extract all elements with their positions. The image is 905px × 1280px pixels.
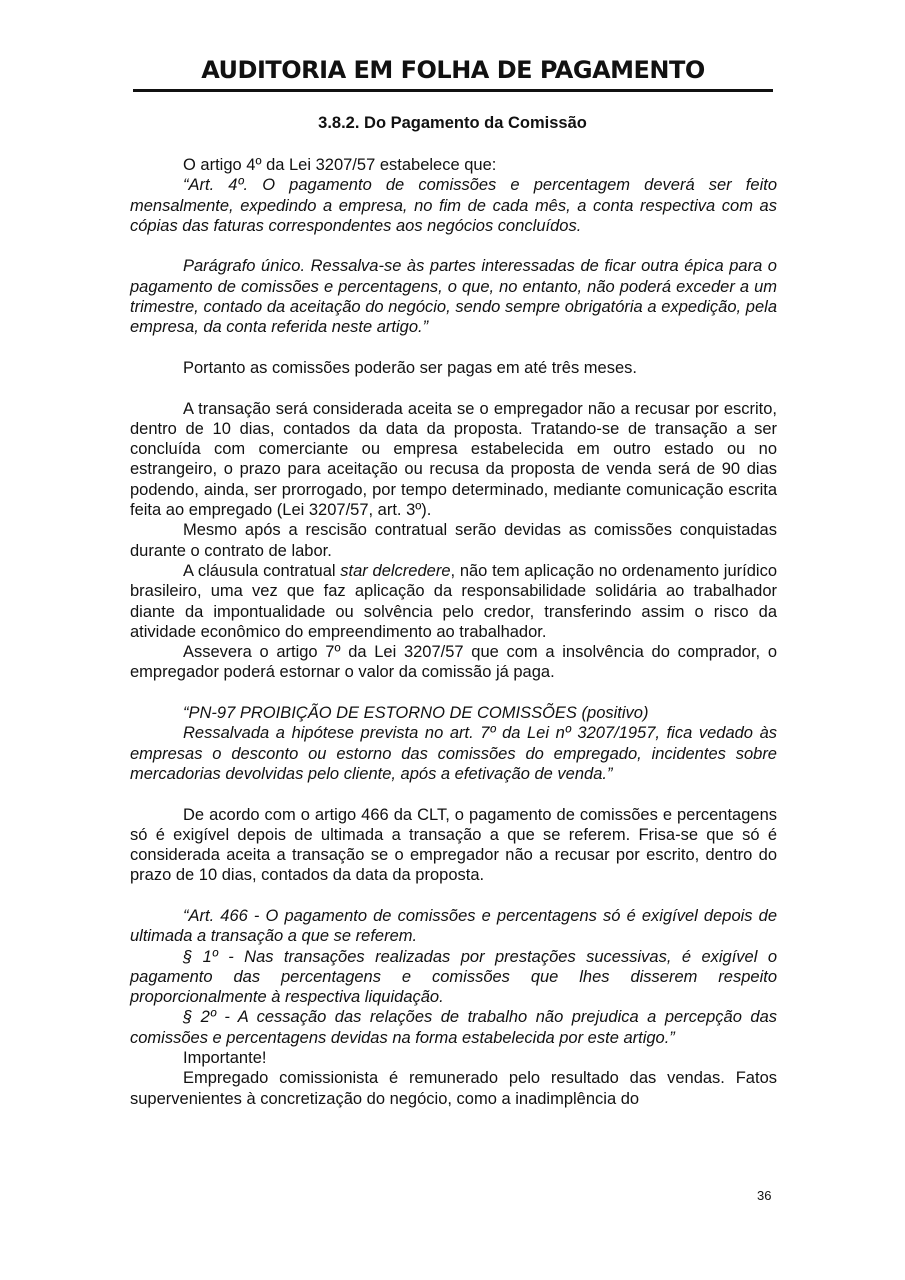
- page-number: 36: [757, 1188, 772, 1203]
- body-paragraph: Empregado comissionista é remunerado pelo resultado das vendas. Fatos supervenientes à concretização do negócio, como a inadimplência do: [130, 1069, 777, 1108]
- quote-pn97-title: “PN-97 PROIBIÇÃO DE ESTORNO DE COMISSÕES (positivo): [183, 704, 649, 723]
- body-paragraph: De acordo com o artigo 466 da CLT, o pagamento de comissões e percentagens só é exigível depois de ultimada a transação a que se referem. Frisa-se que só é considerada aceita a transação se o empregador não a recusar por escrito, dentro do prazo de 10 dias, contados da data da proposta.: [130, 805, 777, 885]
- body-paragraph: A transação será considerada aceita se o empregador não a recusar por escrito, dentro de 10 dias, contados da data da proposta. Tratando-se de transação a ser concluída com comerciante ou empresa estabelecida em outro estado ou no estrangeiro, o prazo para aceitação ou recusa da proposta de venda será de 90 dias podendo, ainda, ser prorrogado, por tempo determinado, mediante comunicação escrita feita ao empregado (Lei 3207/57, art. 3º).: [130, 399, 777, 520]
- clause-term: star delcredere: [340, 561, 451, 580]
- clause-text-after: , não tem aplicação no ordenamento jurídico brasileiro, uma vez que faz aplicação da responsabilidade solidária ao trabalhador diante da impontualidade ou solvência pelo credor, transferindo assim o risco da atividade econômico do empreendimento ao trabalhador.: [130, 561, 777, 641]
- document-body: [130, 155, 777, 1109]
- quote-art4: “Art. 4º. O pagamento de comissões e percentagem deverá ser feito mensalmente, expedindo a empresa, no fim de cada mês, a conta respectiva com as cópias das faturas correspondentes aos negócios concluídos.: [130, 176, 777, 235]
- quote-art466-par1: § 1º - Nas transações realizadas por prestações sucessivas, é exigível o pagamento das percentagens e comissões que lhes disserem respeito proporcionalmente à respectiva liquidação.: [130, 947, 777, 1007]
- body-paragraph: Portanto as comissões poderão ser pagas em até três meses.: [183, 358, 637, 377]
- quote-paragrafo-unico: Parágrafo único. Ressalva-se às partes interessadas de ficar outra épica para o pagamento de comissões e percentagens, o que, no entanto, não poderá exceder a um trimestre, contado da aceitação do negócio, sendo sempre obrigatória a expedição, pela empresa, da conta referida neste artigo.”: [130, 257, 777, 337]
- section-title: 3.8.2. Do Pagamento da Comissão: [318, 114, 587, 132]
- body-paragraph: Mesmo após a rescisão contratual serão devidas as comissões conquistadas durante o contrato de labor.: [130, 521, 777, 560]
- clause-paragraph: [130, 561, 777, 642]
- quote-art466-par2: § 2º - A cessação das relações de trabalho não prejudica a percepção das comissões e percentagens devidas na forma estabelecida por este artigo.”: [130, 1008, 777, 1047]
- clause-text-before: A cláusula contratual: [183, 561, 341, 580]
- quote-art466: “Art. 466 - O pagamento de comissões e percentagens só é exigível depois de ultimada a transação a que se referem.: [130, 906, 777, 946]
- body-paragraph: Assevera o artigo 7º da Lei 3207/57 que com a insolvência do comprador, o empregador poderá estornar o valor da comissão já paga.: [130, 643, 777, 682]
- intro-paragraph: O artigo 4º da Lei 3207/57 estabelece que:: [183, 156, 497, 174]
- running-header: AUDITORIA EM FOLHA DE PAGAMENTO: [201, 56, 705, 84]
- header-underline: [133, 89, 773, 92]
- quote-pn97-text: Ressalvada a hipótese prevista no art. 7º da Lei nº 3207/1957, fica vedado às empresas o desconto ou estorno das comissões do empregado, incidentes sobre mercadorias devolvidas pelo cliente, após a efetivação de venda.”: [130, 724, 777, 783]
- important-note: Importante!: [183, 1049, 267, 1068]
